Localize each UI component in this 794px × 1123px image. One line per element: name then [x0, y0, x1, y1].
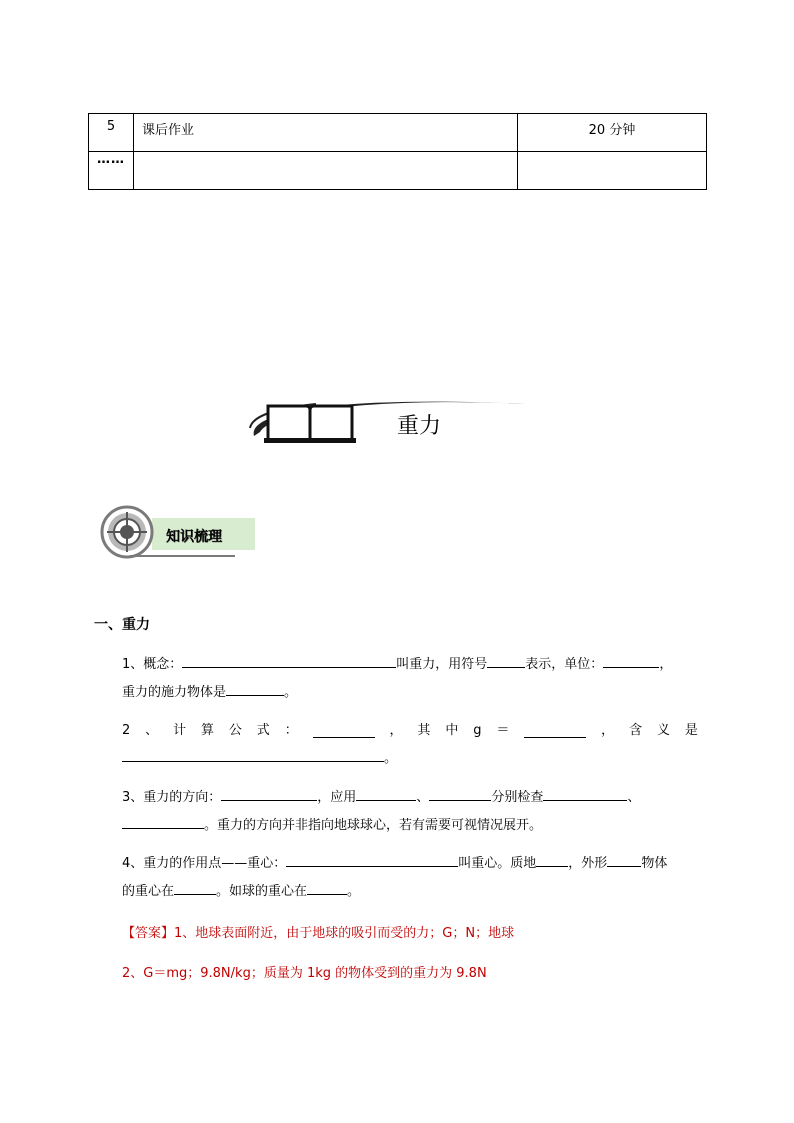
answer-blank[interactable] — [603, 653, 659, 668]
answer-blank[interactable] — [122, 747, 384, 762]
row-number-cell: …… — [89, 152, 134, 190]
row-time-cell: 20 分钟 — [518, 114, 707, 152]
answer-line-2: 2、G＝mg；9.8N/kg；质量为 1kg 的物体受到的重力为 9.8N — [122, 966, 487, 981]
question-1: 1、概念： 叫重力，用符号 表示，单位： ， 重力的施力物体是 。 — [122, 651, 698, 707]
answer-blank[interactable] — [307, 880, 347, 895]
answer-blank[interactable] — [174, 880, 216, 895]
answer-blank[interactable] — [429, 786, 491, 801]
book-banner-icon — [246, 388, 536, 448]
answer-blank[interactable] — [536, 852, 568, 867]
answer-blank[interactable] — [356, 786, 416, 801]
answer-blank[interactable] — [226, 681, 284, 696]
question-3: 3、重力的方向： ，应用 、 分别检查 、 。重力的方向并非指向地球球心，若有需要可视情况展开。 — [122, 784, 698, 840]
row-item-cell — [134, 152, 518, 190]
answer-line-1: 【答案】1、地球表面附近，由于地球的吸引而受的力；G；N；地球 — [122, 926, 515, 941]
answer-blank[interactable] — [607, 852, 641, 867]
table-row — [89, 114, 707, 152]
section-badge-label: 知识梳理 — [166, 529, 222, 545]
page-title: 重力 — [397, 414, 442, 439]
row-item-cell: 课后作业 — [134, 114, 518, 152]
table-row — [89, 152, 707, 190]
question-2: 2 、 计 算 公 式 ： ， 其 中 g ＝ ， 含 义 是 。 — [122, 723, 698, 766]
answer-blank[interactable] — [524, 723, 586, 738]
schedule-table — [88, 113, 707, 190]
answer-blank[interactable] — [487, 653, 525, 668]
answer-tag: 【答案】 — [122, 926, 175, 941]
answer-blank[interactable] — [286, 852, 458, 867]
section-heading: 一、重力 — [94, 617, 150, 633]
answer-blank[interactable] — [182, 653, 396, 668]
answer-blank[interactable] — [543, 786, 627, 801]
row-time-cell — [518, 152, 707, 190]
answer-blank[interactable] — [221, 786, 317, 801]
answer-blank[interactable] — [313, 723, 375, 738]
answer-blank[interactable] — [122, 814, 204, 829]
question-4: 4、重力的作用点——重心： 叫重心。质地 ，外形 物体 的重心在 。如球的重心在 。 — [122, 850, 698, 906]
row-number-cell: 5 — [89, 114, 134, 152]
